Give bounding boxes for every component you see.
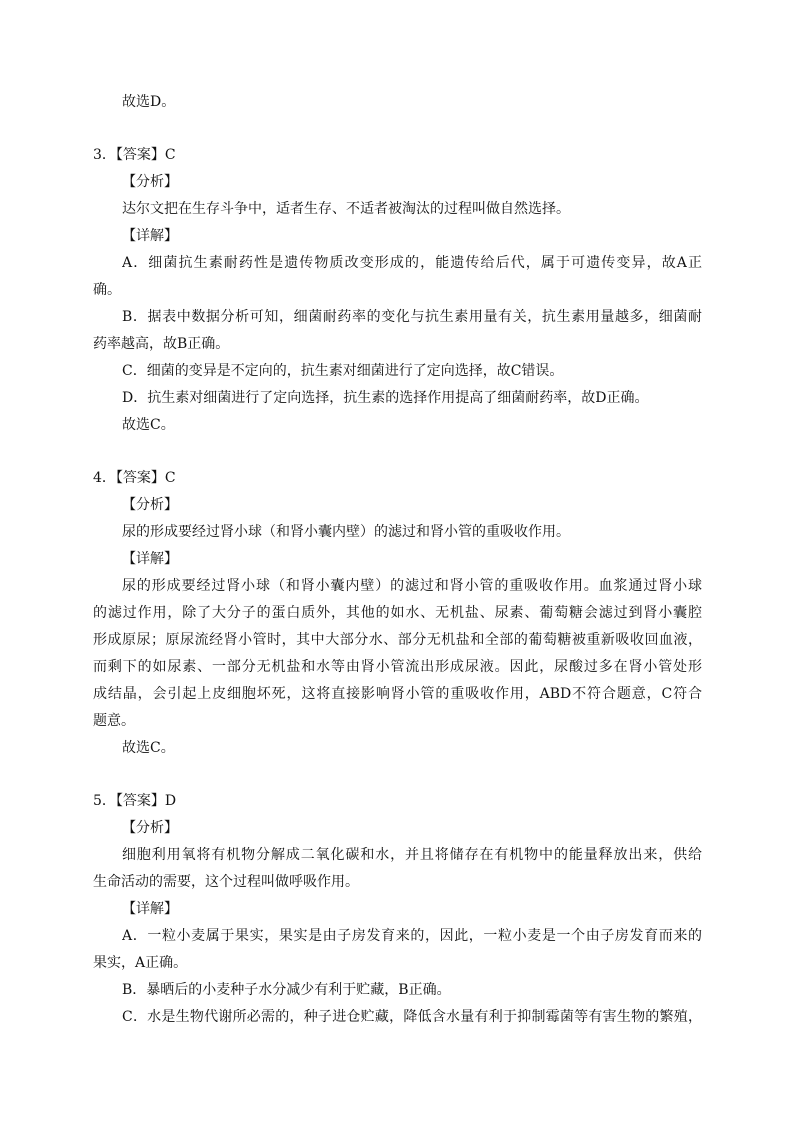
text-line: 而剩下的如尿素、一部分无机盐和水等由肾小管流出形成尿液。因此，尿酸过多在肾小管处形 [93, 659, 702, 675]
text-line: C．细菌的变异是不定向的，抗生素对细菌进行了定向选择，故C错误。 [122, 363, 564, 379]
text-line: B．据表中数据分析可知，细菌耐药率的变化与抗生素用量有关，抗生素用量越多，细菌耐 [122, 309, 702, 325]
text-line: C．水是生物代谢所必需的，种子进仓贮藏，降低含水量有利于抑制霉菌等有害生物的繁殖， [122, 1009, 702, 1025]
text-line: 尿的形成要经过肾小球（和肾小囊内壁）的滤过和肾小管的重吸收作用。血浆通过肾小球 [122, 578, 702, 594]
text-line: 5．【答案】D [93, 793, 177, 809]
text-line: 故选D。 [122, 94, 176, 110]
text-line: 确。 [93, 282, 121, 298]
text-line: 【详解】 [122, 228, 178, 244]
text-line: 【详解】 [122, 551, 178, 567]
text-line: 【分析】 [122, 174, 178, 190]
text-line: 的滤过作用，除了大分子的蛋白质外，其他的如水、无机盐、尿素、葡萄糖会滤过到肾小囊腔 [93, 605, 702, 621]
text-line: 药率越高，故B正确。 [93, 336, 230, 352]
text-line: 题意。 [93, 713, 135, 729]
text-line: A．细菌抗生素耐药性是遗传物质改变形成的，能遗传给后代，属于可遗传变异，故A正 [122, 255, 702, 271]
text-line: 细胞利用氧将有机物分解成二氧化碳和水，并且将储存在有机物中的能量释放出来，供给 [122, 847, 702, 863]
text-line: 【分析】 [122, 497, 178, 513]
text-line: 【分析】 [122, 820, 178, 836]
text-line: 达尔文把在生存斗争中，适者生存、不适者被淘汰的过程叫做自然选择。 [122, 201, 570, 217]
text-line: 形成原尿；原尿流经肾小管时，其中大部分水、部分无机盐和全部的葡萄糖被重新吸收回血液， [93, 632, 702, 648]
text-line: 生命活动的需要，这个过程叫做呼吸作用。 [93, 874, 359, 890]
text-line: 成结晶，会引起上皮细胞坏死，这将直接影响肾小管的重吸收作用，ABD不符合题意，C符合 [93, 686, 702, 702]
text-line: 故选C。 [122, 417, 175, 433]
text-line: 尿的形成要经过肾小球（和肾小囊内壁）的滤过和肾小管的重吸收作用。 [122, 524, 570, 540]
text-line: A．一粒小麦属于果实，果实是由子房发育来的，因此，一粒小麦是一个由子房发育而来的 [122, 928, 702, 944]
text-line: 【详解】 [122, 901, 178, 917]
text-line: 4．【答案】C [93, 470, 176, 486]
text-line: 故选C。 [122, 740, 175, 756]
text-line: 果实，A正确。 [93, 955, 188, 971]
text-line: B．暴晒后的小麦种子水分减少有利于贮藏，B正确。 [122, 982, 451, 998]
text-line: D．抗生素对细菌进行了定向选择，抗生素的选择作用提高了细菌耐药率，故D正确。 [122, 390, 649, 406]
text-line: 3．【答案】C [93, 147, 176, 163]
